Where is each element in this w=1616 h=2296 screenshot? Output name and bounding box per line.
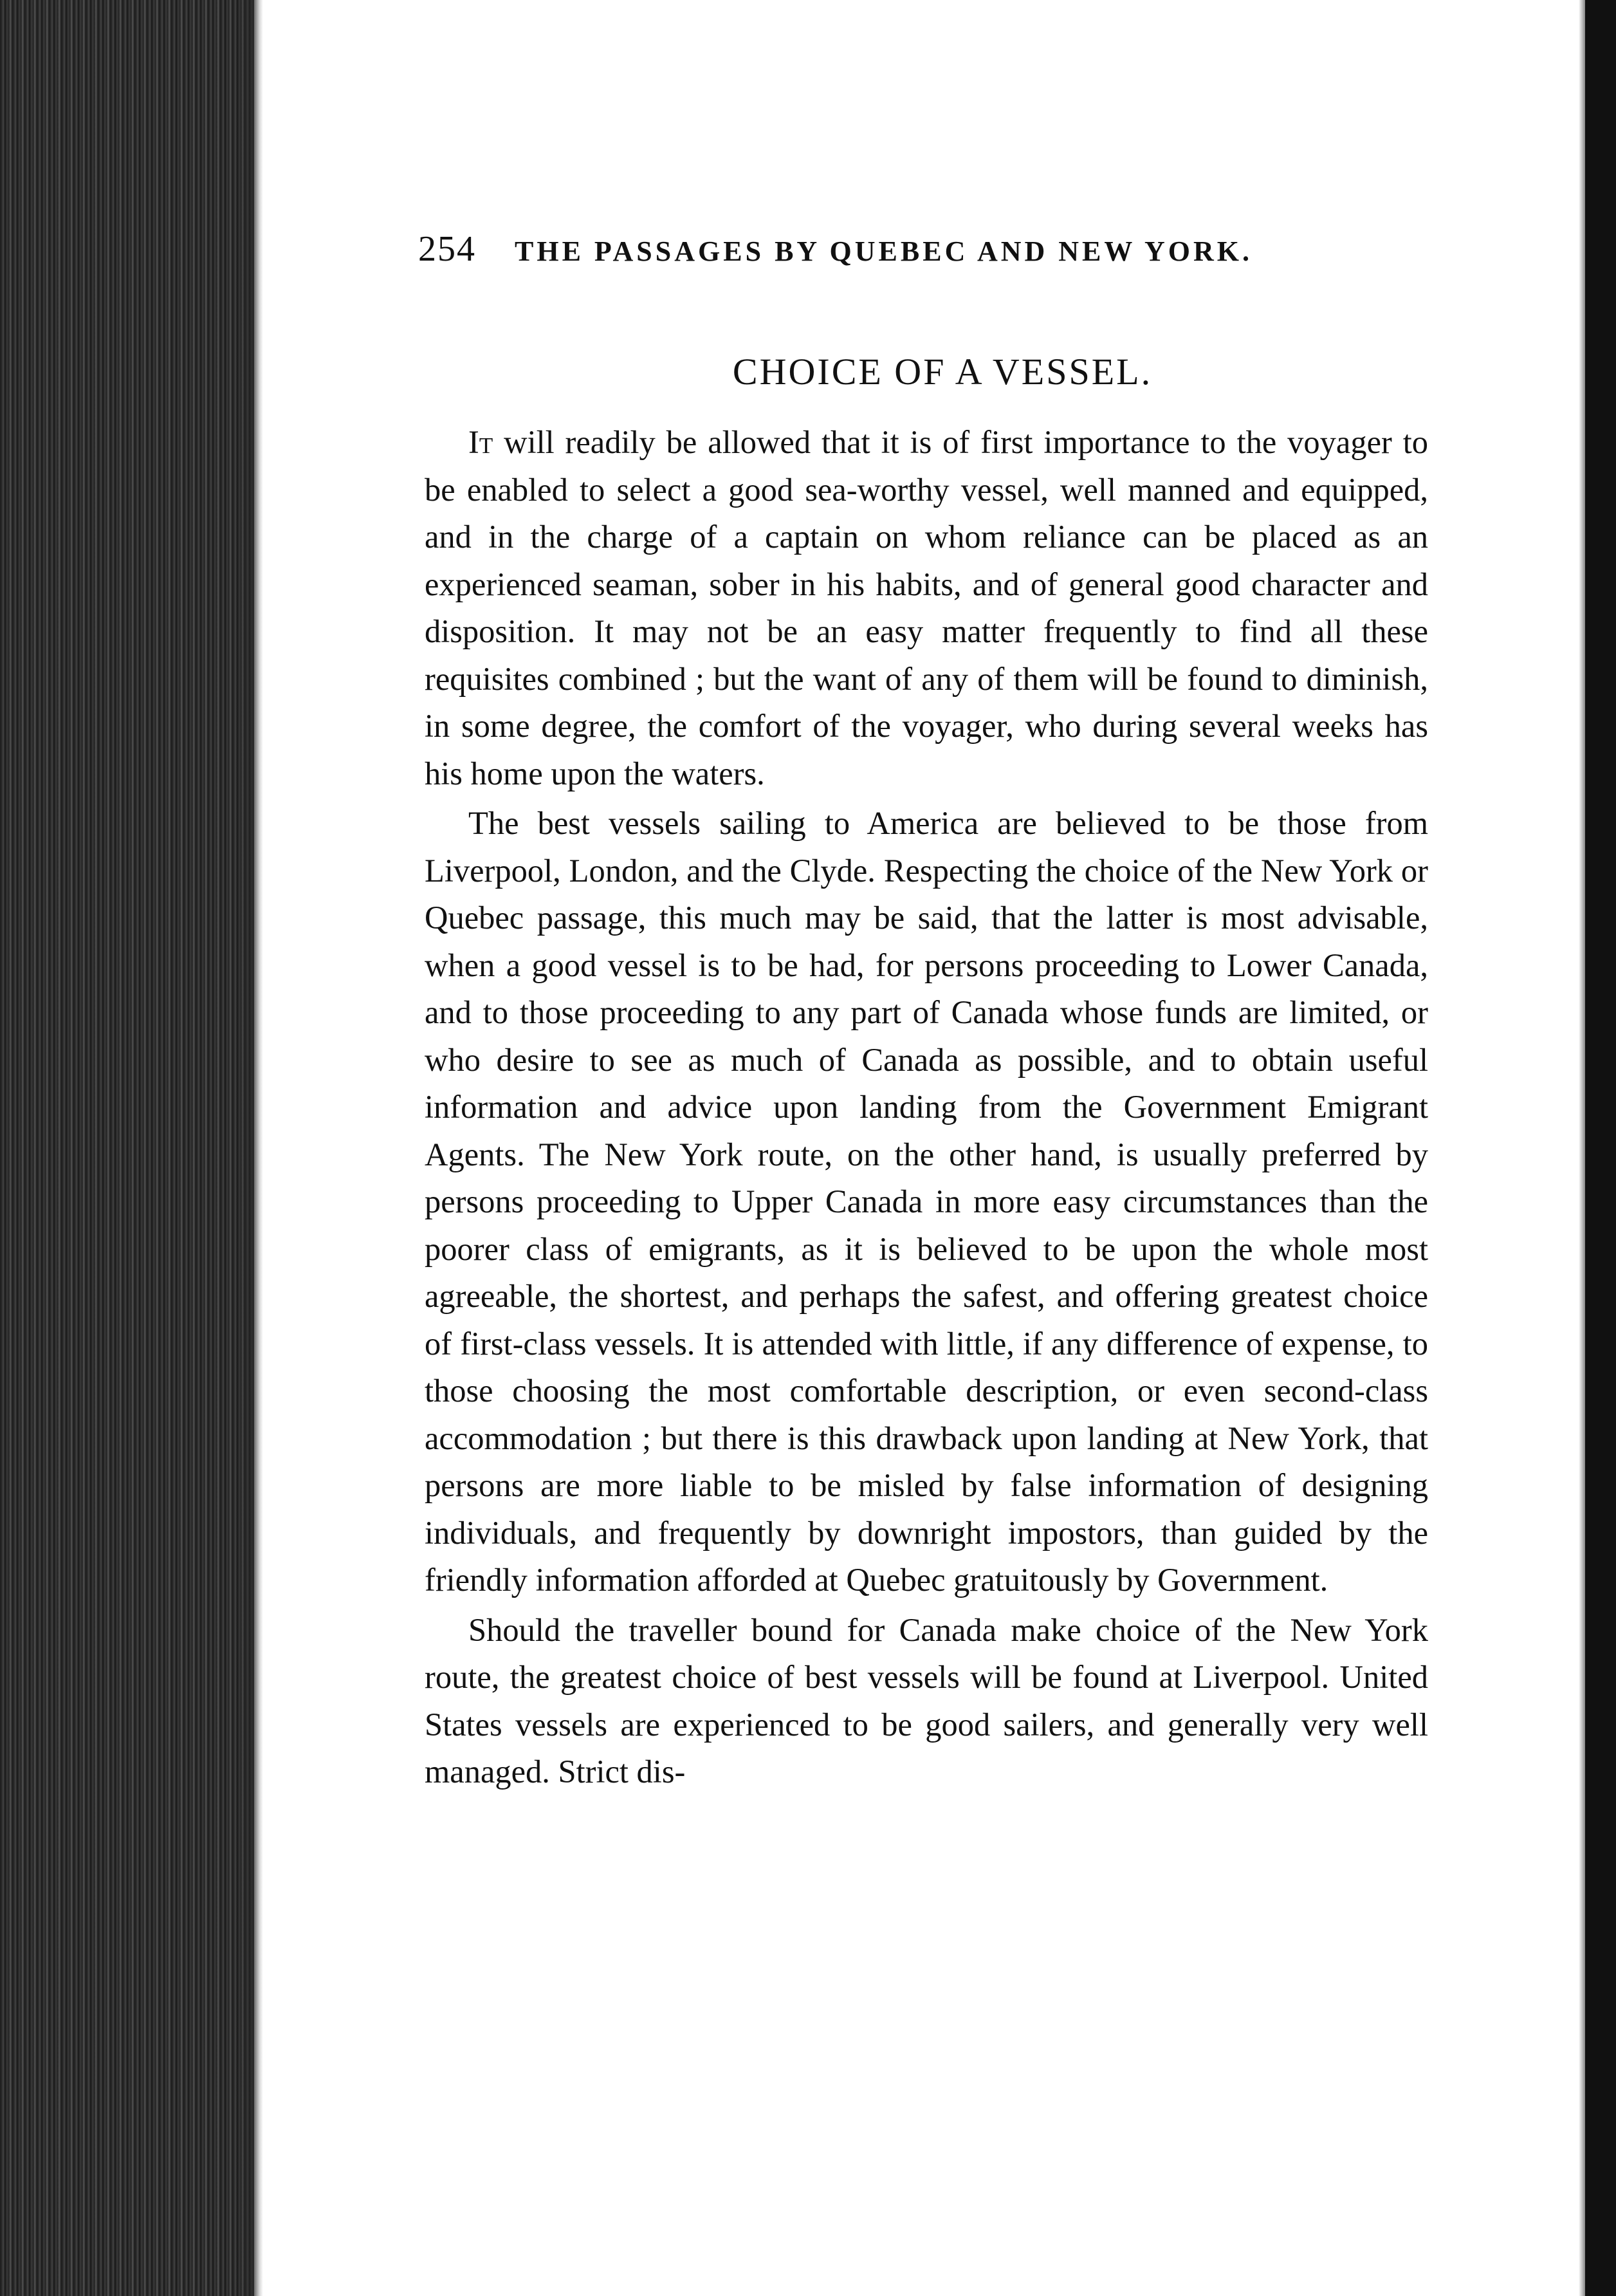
running-head-title: THE PASSAGES BY QUEBEC AND NEW YORK. — [515, 236, 1253, 267]
paragraph-2 — [425, 800, 1428, 1604]
book-binding — [0, 0, 254, 2296]
paragraph-1 — [425, 419, 1428, 797]
paragraph-lead: It — [468, 424, 493, 460]
body-text — [425, 419, 1428, 1796]
running-head — [418, 228, 1428, 270]
paragraph-text: will readily be allowed that it is of first importance to the voyager to be enabled to select a good sea-worthy vessel, well manned and equipped, and in the charge of a captain on whom reliance can be placed as an experienced seaman, sober in his habits, and of general good character and disposition. It may not be an easy matter frequently to find all these requisites combined ; but the want of any of them will be found to diminish, in some degree, the comfort of the voyager, who during several weeks has his home upon the waters. — [425, 424, 1428, 792]
section-title: CHOICE OF A VESSEL. — [732, 351, 1153, 393]
page-edge-shadow — [254, 0, 263, 2296]
paragraph-text: The best vessels sailing to America are believed to be those from Liverpool, London, and the Clyde. Respecting the choice of the New York or Quebec passage, this much may be said, that the latter is most advisable, when a good vessel is to be had, for persons proceeding to Lower Canada, and to those proceeding to any part of Canada whose funds are limited, or who desire to see as much of Canada as possible, and to obtain useful information and advice upon landing from the Government Emigrant Agents. The New York route, on the other hand, is usually preferred by persons proceeding to Upper Canada in more easy circumstances than the poorer class of emigrants, as it is believed to be upon the whole most agreeable, the shortest, and perhaps the safest, and offering greatest choice of first-class vessels. It is attended with little, if any difference of expense, to those choosing the most comfortable description, or even second-class accommodation ; but there is this drawback upon landing at New York, that persons are more liable to be misled by false information of designing individuals, and frequently by downright impostors, than guided by the friendly information afforded at Quebec gratuitously by Government. — [425, 805, 1428, 1598]
page-number: 254 — [418, 229, 476, 269]
paragraph-text: Should the traveller bound for Canada make choice of the New York route, the greatest choice of best vessels will be found at Liverpool. United States vessels are experienced to be good sailers, and generally very well managed. Strict dis- — [425, 1611, 1428, 1790]
page-content — [418, 228, 1428, 1796]
paragraph-3 — [425, 1607, 1428, 1796]
scan-edge-strip — [1585, 0, 1616, 2296]
